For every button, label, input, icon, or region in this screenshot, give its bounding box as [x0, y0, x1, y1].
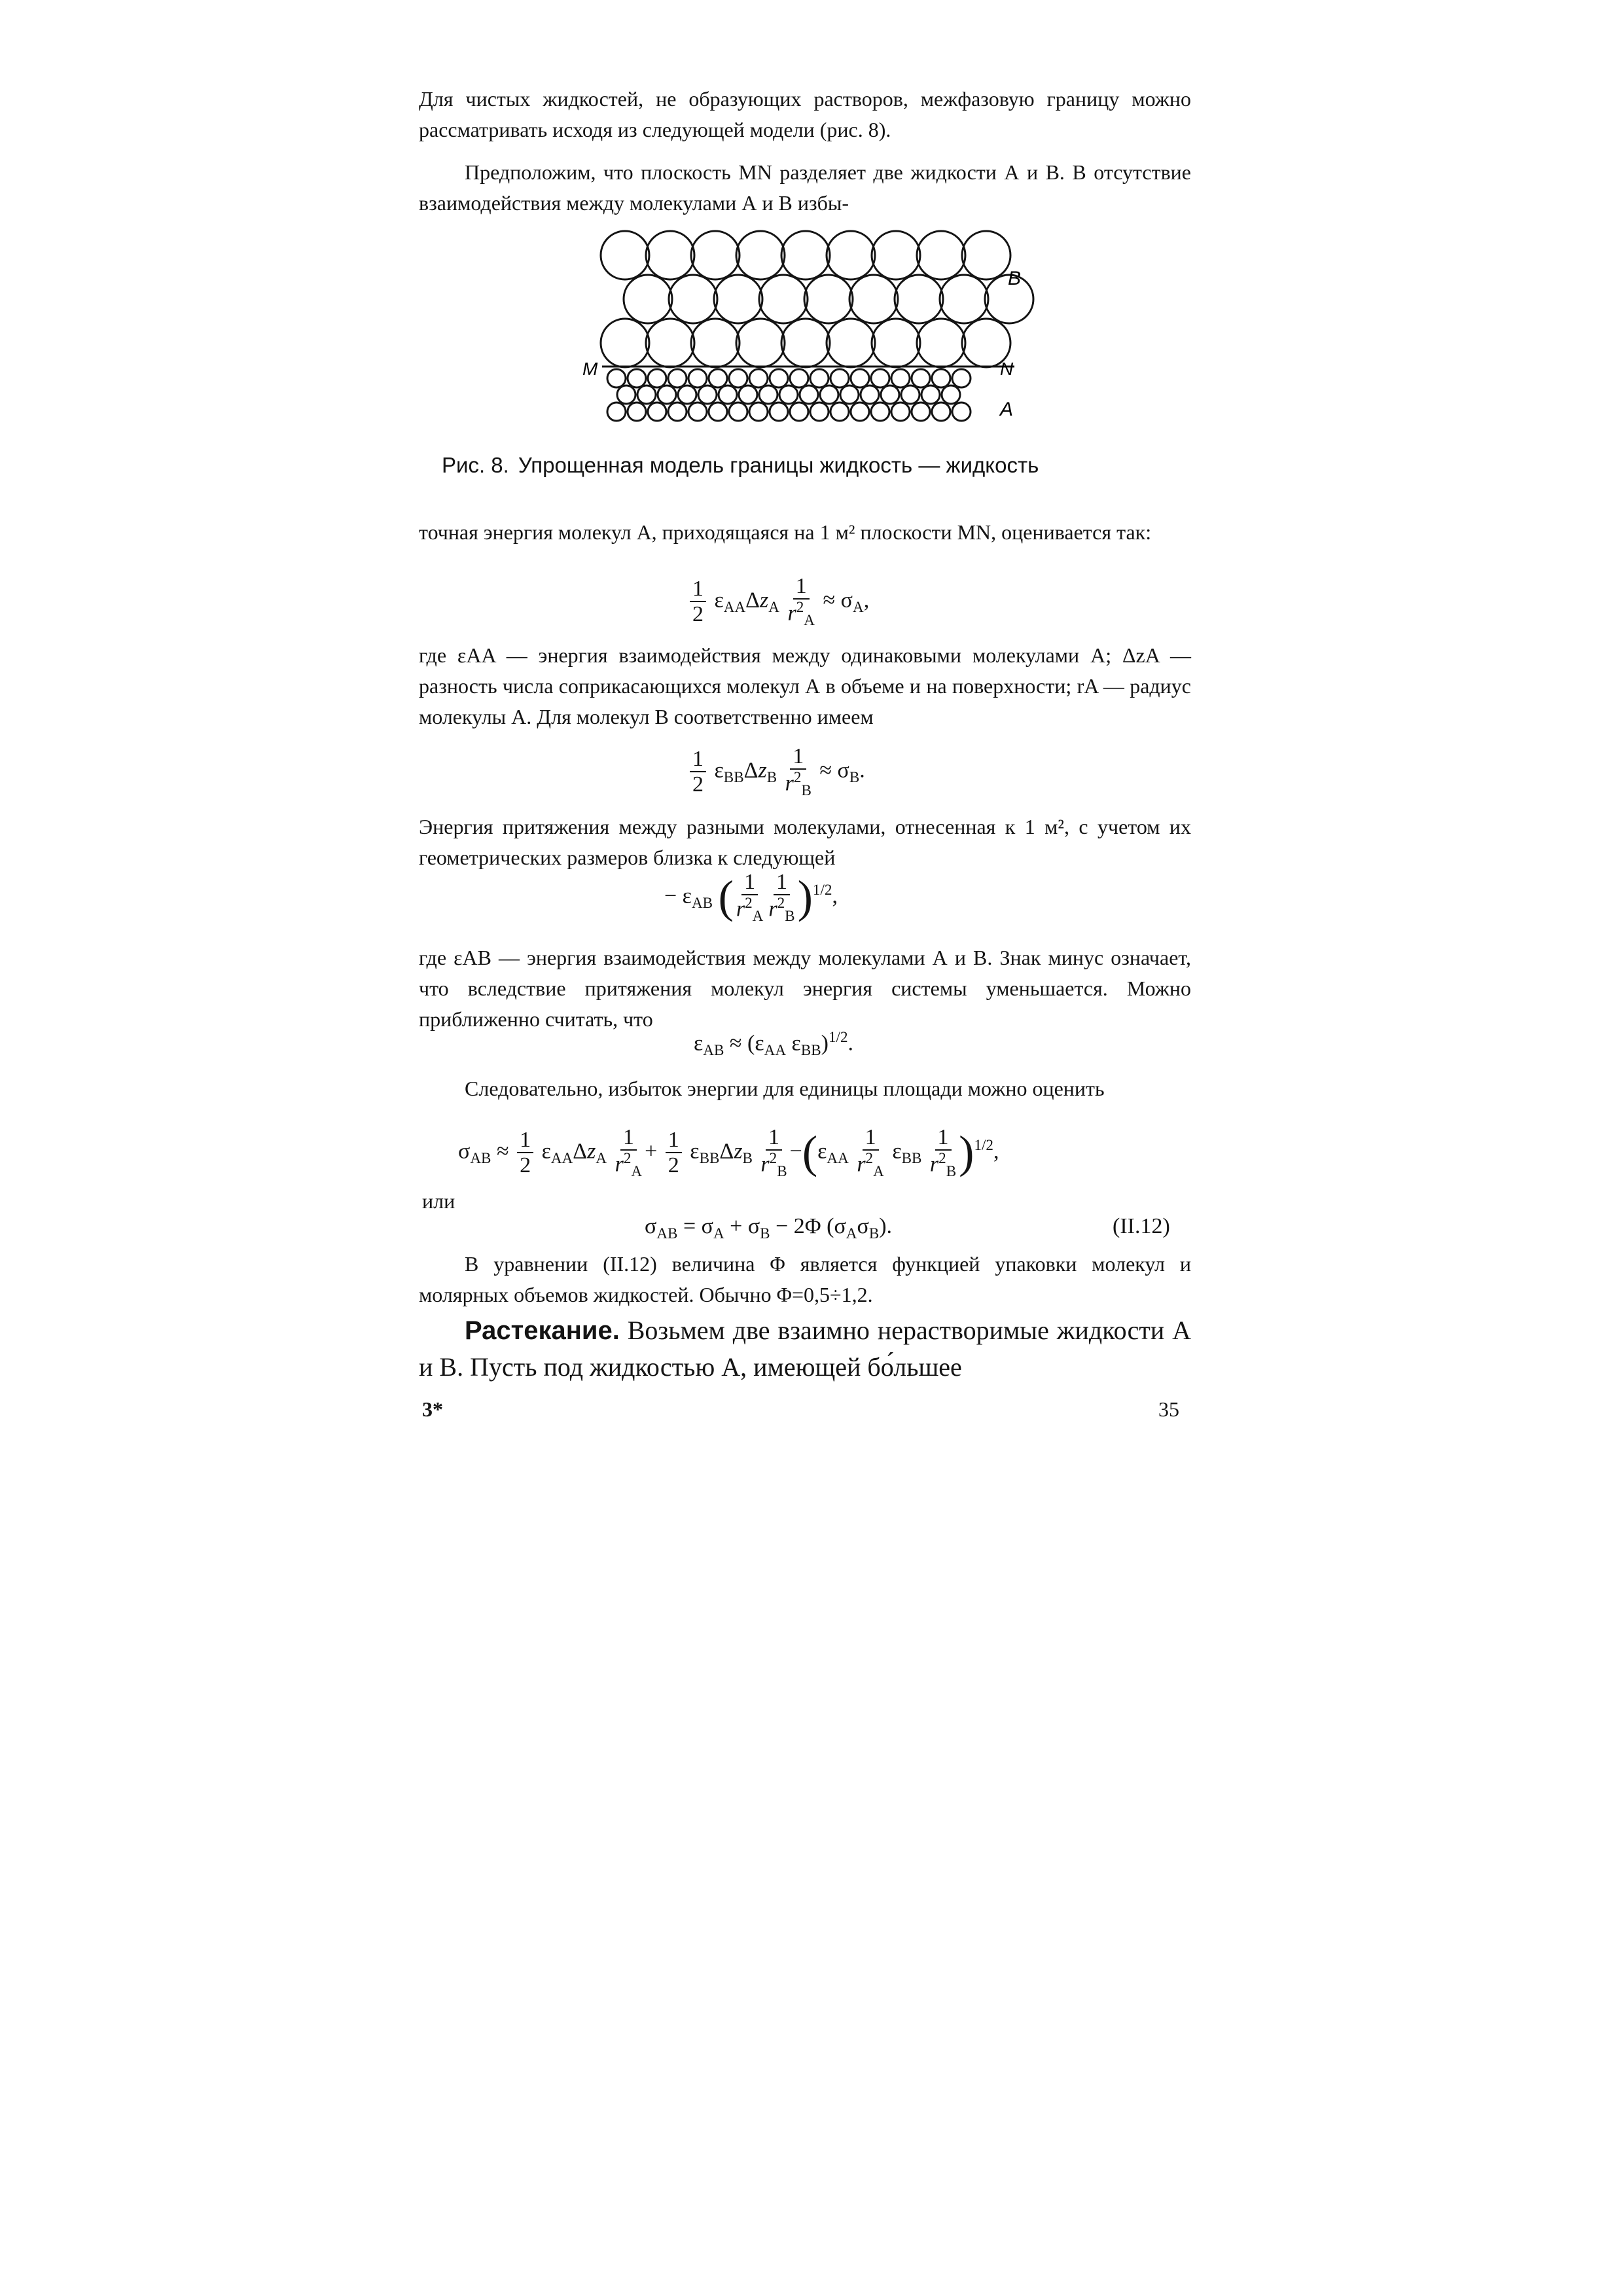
paragraph-2: Предположим, что плоскость MN разделяет две жидкости А и В. В отсутствие взаимодействия между молекулами А и В избы- [419, 160, 1191, 215]
molecule-b [736, 231, 785, 279]
molecule-a [790, 369, 808, 387]
molecule-a [891, 369, 910, 387]
molecule-a [678, 386, 696, 404]
molecule-b [601, 231, 649, 279]
molecule-b [691, 319, 740, 367]
paragraph-3: точная энергия молекул А, приходящаяся на 1 м² плоскости MN, оценивается так: [419, 520, 1152, 544]
molecule-a [628, 403, 646, 421]
equation-sigma-ab-full: $\sigma_{AB}$ ≈ $\frac{1}{2}$ $\varepsilon_{AA}\Delta z_A$ $\frac{1}{r^2_A}$ + $\frac{1}{2}$ $\varepsilon_{BB}\Delta z_B$ $\frac{1}{r^2_B}$ $-(\varepsilon_{AA}$ $\frac{1}{r^2_A}$ $\varepsilon_{BB}$ $\frac{1}{r^2_B}$ )$^{1/2}$, [458, 1125, 999, 1180]
molecule-a [921, 386, 940, 404]
molecule-a [688, 369, 707, 387]
molecule-a [729, 403, 747, 421]
molecule-a [617, 386, 635, 404]
molecule-b [601, 319, 649, 367]
molecule-b [691, 231, 740, 279]
molecule-b [736, 319, 785, 367]
paragraph-4: где εAA — энергия взаимодействия между одинаковыми молекулами А; ΔzA — разность числа соприкасающихся молекул А в объеме и на поверхности; rA — радиус молекулы А. Для молекул В соответственно имеем [419, 643, 1191, 728]
molecule-a [739, 386, 757, 404]
equation-attraction: − $\varepsilon_{AB}$ ( $\frac{1}{r^2_A}$ $\frac{1}{r^2_B}$ )$^{1/2}$, [664, 870, 838, 925]
molecule-a [830, 369, 849, 387]
molecule-b [781, 319, 830, 367]
figure-caption [442, 453, 1048, 478]
molecule-a [912, 369, 930, 387]
molecule-a [871, 403, 889, 421]
label-m: M [582, 359, 598, 379]
molecule-b [827, 231, 875, 279]
molecule-a [709, 403, 727, 421]
molecule-b [804, 275, 853, 323]
molecule-b [872, 231, 920, 279]
molecule-a [942, 386, 960, 404]
equation-sigma-a: $\frac{1}{2}$ $\varepsilon_{AA}\Delta z_A$ $\frac{1}{r^2_A}$ ≈ $\sigma_A$, [687, 575, 869, 629]
molecule-boundary-figure [563, 219, 1060, 442]
molecule-b [872, 319, 920, 367]
label-a: A [1000, 399, 1014, 420]
equation-number: (II.12) [1113, 1214, 1170, 1238]
molecule-a [790, 403, 808, 421]
molecule-b [917, 231, 965, 279]
molecule-b [669, 275, 717, 323]
molecule-a [810, 369, 829, 387]
molecule-a [607, 403, 626, 421]
molecule-a [851, 369, 869, 387]
molecule-b [624, 275, 672, 323]
molecule-b [781, 231, 830, 279]
molecule-a [901, 386, 919, 404]
molecule-a [932, 369, 950, 387]
molecule-a [637, 386, 656, 404]
molecule-b [917, 319, 965, 367]
molecule-a [729, 369, 747, 387]
paragraph-1: Для чистых жидкостей, не образующих растворов, межфазовую границу можно рассматривать исходя из следующей модели (рис. 8). [419, 87, 1191, 141]
equation-sigma-ab-short: $\sigma_{AB} = \sigma_A + \sigma_B - 2\Phi$ $(\sigma_A\sigma_B)$. [645, 1214, 893, 1242]
molecule-a [607, 369, 626, 387]
molecule-a [861, 386, 879, 404]
molecule-b [759, 275, 808, 323]
molecule-b [646, 231, 694, 279]
molecule-a [648, 403, 666, 421]
molecule-a [770, 369, 788, 387]
caption-number: Рис. 8. [442, 453, 509, 477]
paragraph-8: или [422, 1189, 455, 1213]
paragraph-6: где εAB — энергия взаимодействия между молекулами А и В. Знак минус означает, что вследствие притяжения молекул энергия системы уменьшается. Можно приближенно считать, что [419, 946, 1191, 1031]
molecule-a [851, 403, 869, 421]
molecule-a [952, 403, 971, 421]
molecule-a [800, 386, 818, 404]
molecule-a [830, 403, 849, 421]
label-b: B [1008, 268, 1022, 289]
molecule-a [709, 369, 727, 387]
molecule-b [714, 275, 762, 323]
molecule-b [827, 319, 875, 367]
signature-mark: 3* [422, 1397, 443, 1421]
molecule-b [849, 275, 898, 323]
molecule-a [698, 386, 717, 404]
molecule-b [895, 275, 943, 323]
paragraph-9: В уравнении (II.12) величина Φ является функцией упаковки молекул и молярных объемов жидкостей. Обычно Φ=0,5÷1,2. [419, 1252, 1191, 1306]
page-number: 35 [1158, 1397, 1179, 1421]
molecule-a [658, 386, 676, 404]
molecule-a [891, 403, 910, 421]
molecule-a [749, 369, 768, 387]
molecule-a [810, 403, 829, 421]
molecule-a [668, 403, 687, 421]
molecule-a [749, 403, 768, 421]
molecule-a [648, 369, 666, 387]
molecule-a [871, 369, 889, 387]
equation-eps-ab: $\varepsilon_{AB} \approx (\varepsilon_{AA}$ $\varepsilon_{BB})^{1/2}$. [694, 1029, 854, 1060]
paragraph-7: Следовательно, избыток энергии для единицы площади можно оценить [465, 1077, 1105, 1100]
molecule-a [820, 386, 838, 404]
molecule-a [759, 386, 777, 404]
molecule-b [940, 275, 988, 323]
molecule-a [628, 369, 646, 387]
section-text: Возьмем две взаимно нерастворимые жидкости А и В. Пусть под жидкостью А, имеющей бо́льшее [419, 1316, 1192, 1382]
paragraph-5: Энергия притяжения между разными молекулами, отнесенная к 1 м², с учетом их геометрических размеров близка к следующей [419, 815, 1191, 869]
molecule-a [770, 403, 788, 421]
molecule-a [952, 369, 971, 387]
equation-sigma-b: $\frac{1}{2}$ $\varepsilon_{BB}\Delta z_B$ $\frac{1}{r^2_B}$ ≈ $\sigma_B$. [687, 745, 865, 799]
molecule-a [932, 403, 950, 421]
molecule-a [719, 386, 737, 404]
section-heading: Растекание. [465, 1316, 620, 1345]
caption-text: Упрощенная модель границы жидкость — жидкость [518, 453, 1039, 477]
molecule-a [668, 369, 687, 387]
molecule-a [779, 386, 798, 404]
molecule-a [688, 403, 707, 421]
section-spreading [419, 1312, 1191, 1386]
molecule-b [962, 231, 1010, 279]
molecule-b [646, 319, 694, 367]
molecule-a [912, 403, 930, 421]
label-n: N [1000, 359, 1014, 379]
molecule-a [840, 386, 859, 404]
molecule-a [881, 386, 899, 404]
